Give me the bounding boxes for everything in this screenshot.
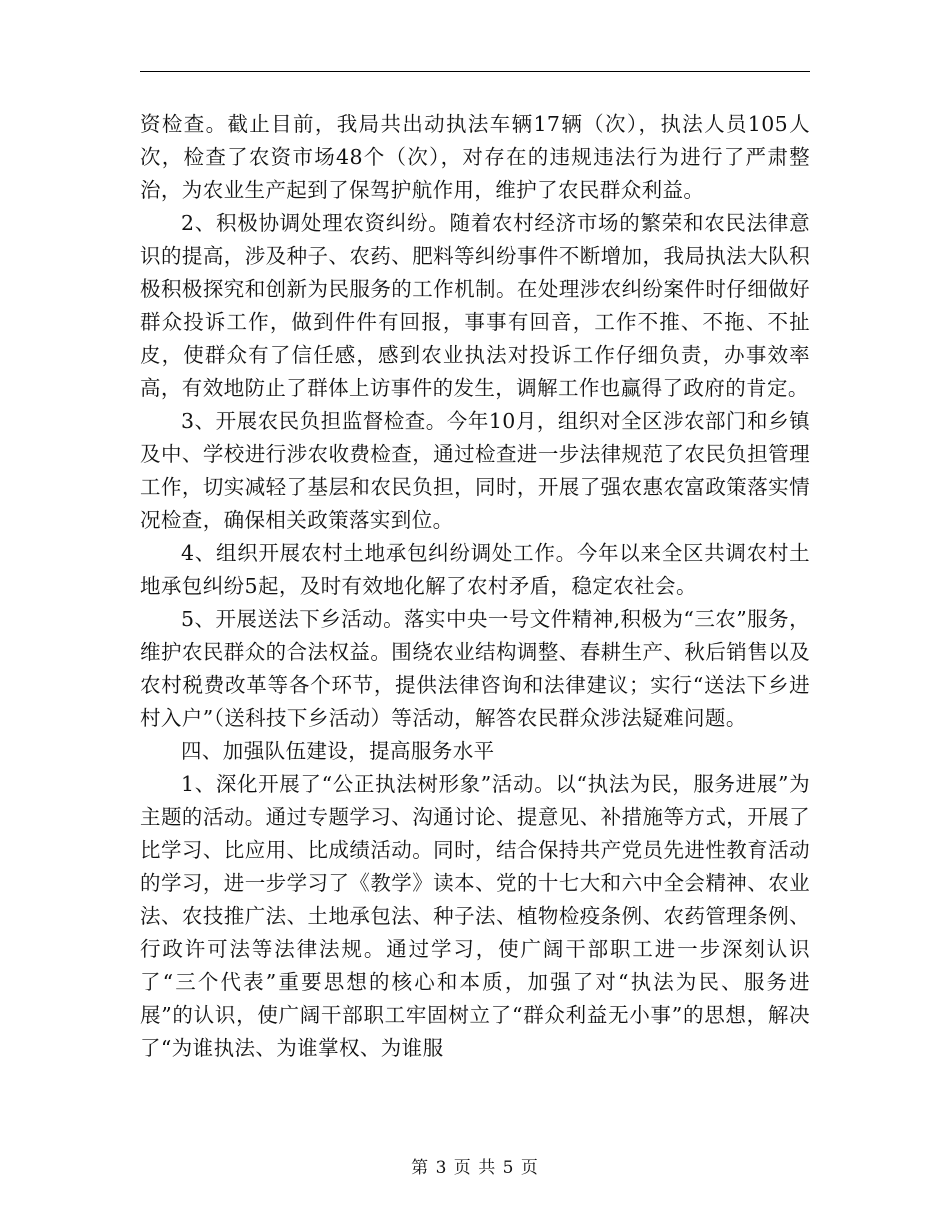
header-rule bbox=[140, 71, 810, 72]
page-number-footer: 第 3 页 共 5 页 bbox=[411, 1158, 539, 1178]
section-heading: 四、加强队伍建设，提高服务水平 bbox=[181, 739, 495, 763]
paragraph-item-3: 3、开展农民负担监督检查。今年10月，组织对全区涉农部门和乡镇及中、学校进行涉农收费检查，通过检查进一步法律规范了农民负担管理工作，切实减轻了基层和农民负担，同时，开展了强农惠农富政策落实情况检查，确保相关政策落实到位。 bbox=[140, 409, 810, 532]
paragraph-section4-item-1: 1、深化开展了“公正执法树形象”活动。以“执法为民，服务进展”为主题的活动。通过专题学习、沟通讨论、提意见、补措施等方式，开展了比学习、比应用、比成绩活动。同时，结合保持共产党员先进性教育活动的学习，进一步学习了《教学》读本、党的十七大和六中全会精神、农业法、农技推广法、土地承包法、种子法、植物检疫条例、农药管理条例、行政许可法等法律法规。通过学习，使广阔干部职工进一步深刻认识了“三个代表”重要思想的核心和本质，加强了对“执法为民、服务进展”的认识，使广阔干部职工牢固树立了“群众利益无小事”的思想，解决了“为谁执法、为谁掌权、为谁服 bbox=[140, 772, 810, 1060]
paragraph-item-4: 4、组织开展农村土地承包纠纷调处工作。今年以来全区共调农村土地承包纠纷5起，及时有效地化解了农村矛盾，稳定农社会。 bbox=[140, 541, 810, 598]
paragraph-item-5: 5、开展送法下乡活动。落实中央一号文件精神,积极为“三农”服务，维护农民群众的合法权益。围绕农业结构调整、春耕生产、秋后销售以及农村税费改革等各个环节，提供法律咨询和法律建议；实行“送法下乡进村入户”（送科技下乡活动）等活动，解答农民群众涉法疑难问题。 bbox=[140, 607, 810, 730]
body-text bbox=[140, 108, 810, 1065]
paragraph-continuation: 资检查。截止目前，我局共出动执法车辆17辆（次），执法人员105人次，检查了农资市场48个（次），对存在的违规违法行为进行了严肃整治，为农业生产起到了保驾护航作用，维护了农民群众利益。 bbox=[140, 112, 810, 202]
paragraph-item-2: 2、积极协调处理农资纠纷。随着农村经济市场的繁荣和农民法律意识的提高，涉及种子、农药、肥料等纠纷事件不断增加，我局执法大队积极积极探究和创新为民服务的工作机制。在处理涉农纠纷案件时仔细做好群众投诉工作，做到件件有回报，事事有回音，工作不推、不拖、不扯皮，使群众有了信任感，感到农业执法对投诉工作仔细负责，办事效率高，有效地防止了群体上访事件的发生，调解工作也赢得了政府的肯定。 bbox=[140, 211, 810, 400]
